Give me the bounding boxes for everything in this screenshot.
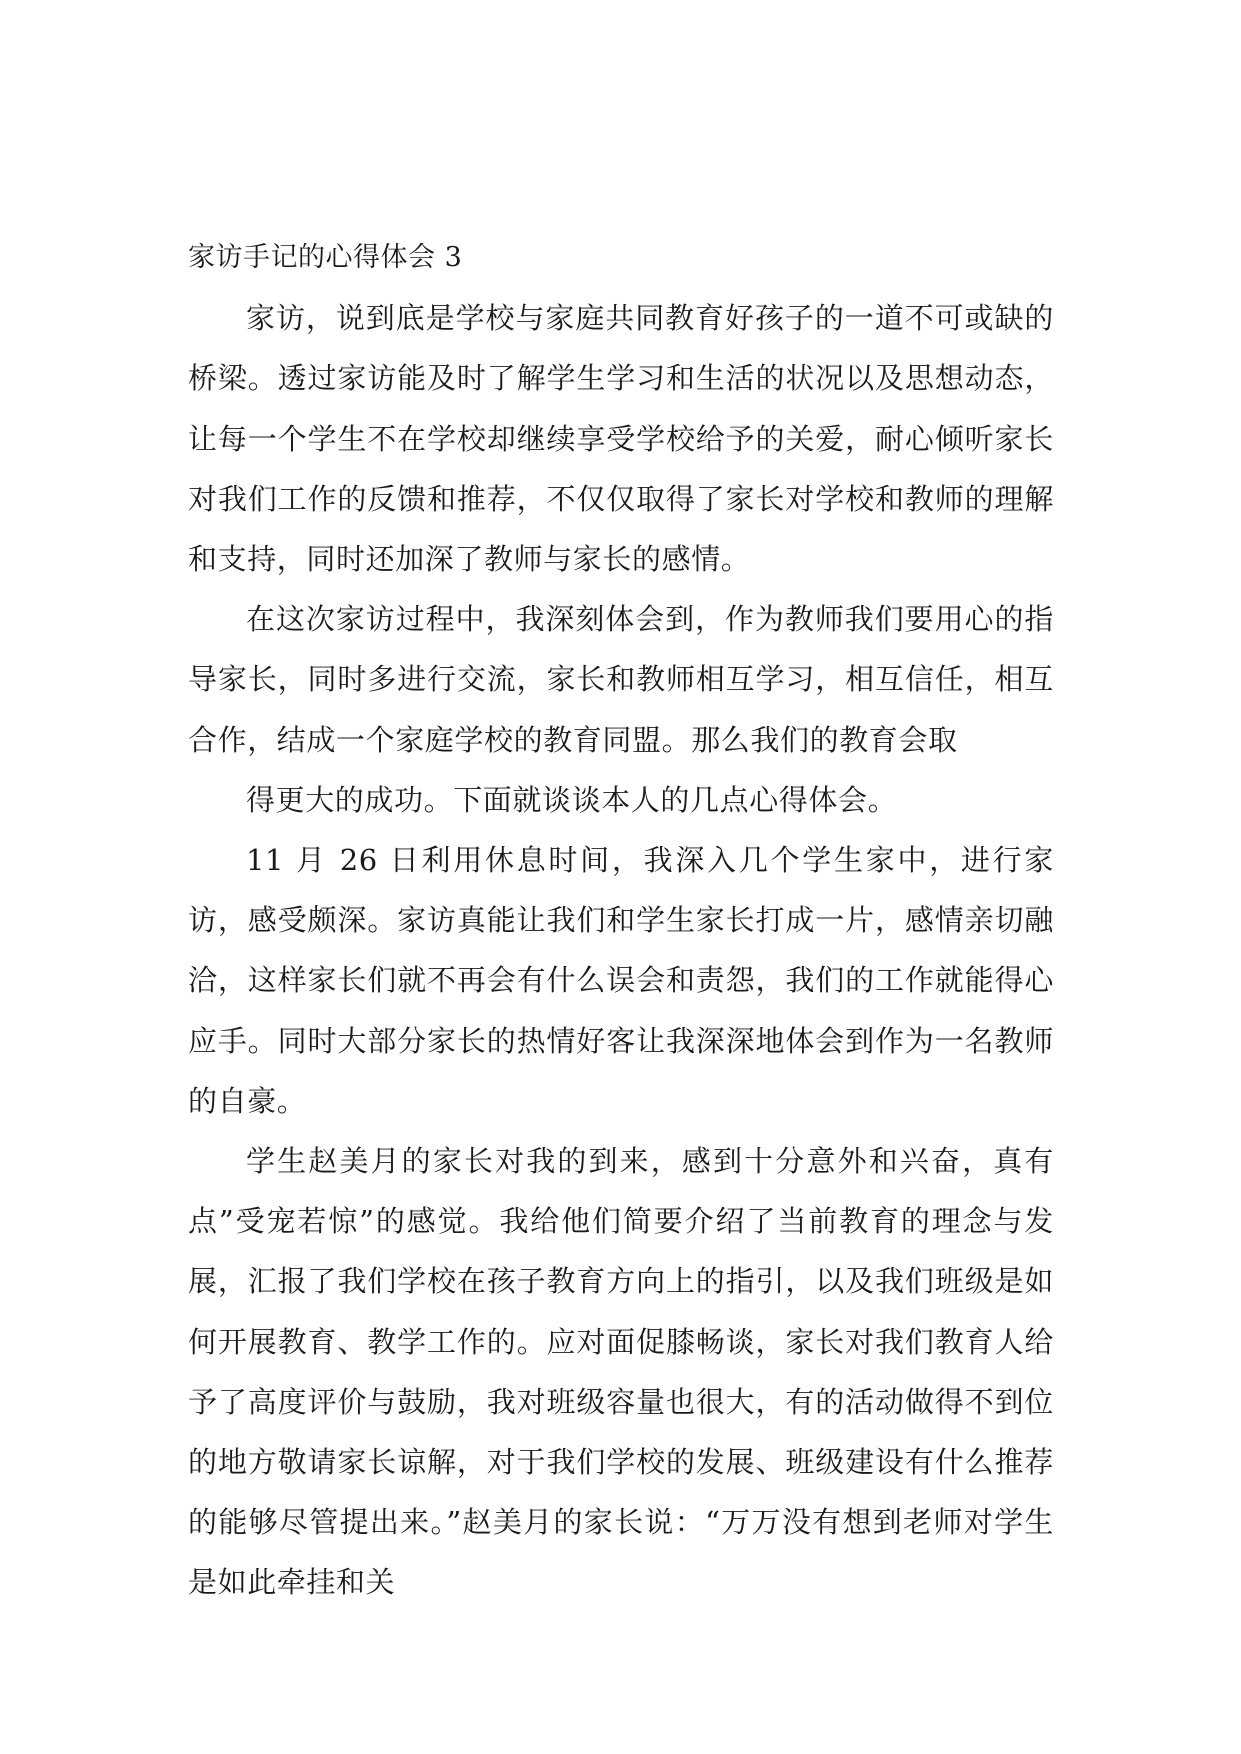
document-title: 家访手记的心得体会 3	[188, 242, 463, 273]
paragraph-4: 11 月 26 日利用休息时间，我深入几个学生家中，进行家访，感受颇深。家访真能让我们和学生家长打成一片，感情亲切融洽，这样家长们就不再会有什么误会和责怨，我们的工作就能得心应手。同时大部分家长的热情好客让我深深地体会到作为一名教师的自豪。	[188, 843, 1054, 1118]
paragraph-3: 得更大的成功。下面就谈谈本人的几点心得体会。	[246, 782, 898, 817]
paragraph-2: 在这次家访过程中，我深刻体会到，作为教师我们要用心的指导家长，同时多进行交流，家长和教师相互学习，相互信任，相互合作，结成一个家庭学校的教育同盟。那么我们的教育会取	[188, 602, 1054, 757]
document-body	[188, 228, 1054, 1613]
paragraph-1: 家访，说到底是学校与家庭共同教育好孩子的一道不可或缺的桥梁。透过家访能及时了解学生学习和生活的状况以及思想动态，让每一个学生不在学校却继续享受学校给予的关爱，耐心倾听家长对我们工作的反馈和推荐，不仅仅取得了家长对学校和教师的理解和支持，同时还加深了教师与家长的感情。	[188, 301, 1054, 577]
paragraph-5: 学生赵美月的家长对我的到来，感到十分意外和兴奋，真有点”受宠若惊”的感觉。我给他们简要介绍了当前教育的理念与发展，汇报了我们学校在孩子教育方向上的指引，以及我们班级是如何开展教育、教学工作的。应对面促膝畅谈，家长对我们教育人给予了高度评价与鼓励，我对班级容量也很大，有的活动做得不到位的地方敬请家长谅解，对于我们学校的发展、班级建设有什么推荐的能够尽管提出来。”赵美月的家长说：“万万没有想到老师对学生是如此牵挂和关	[188, 1144, 1054, 1600]
